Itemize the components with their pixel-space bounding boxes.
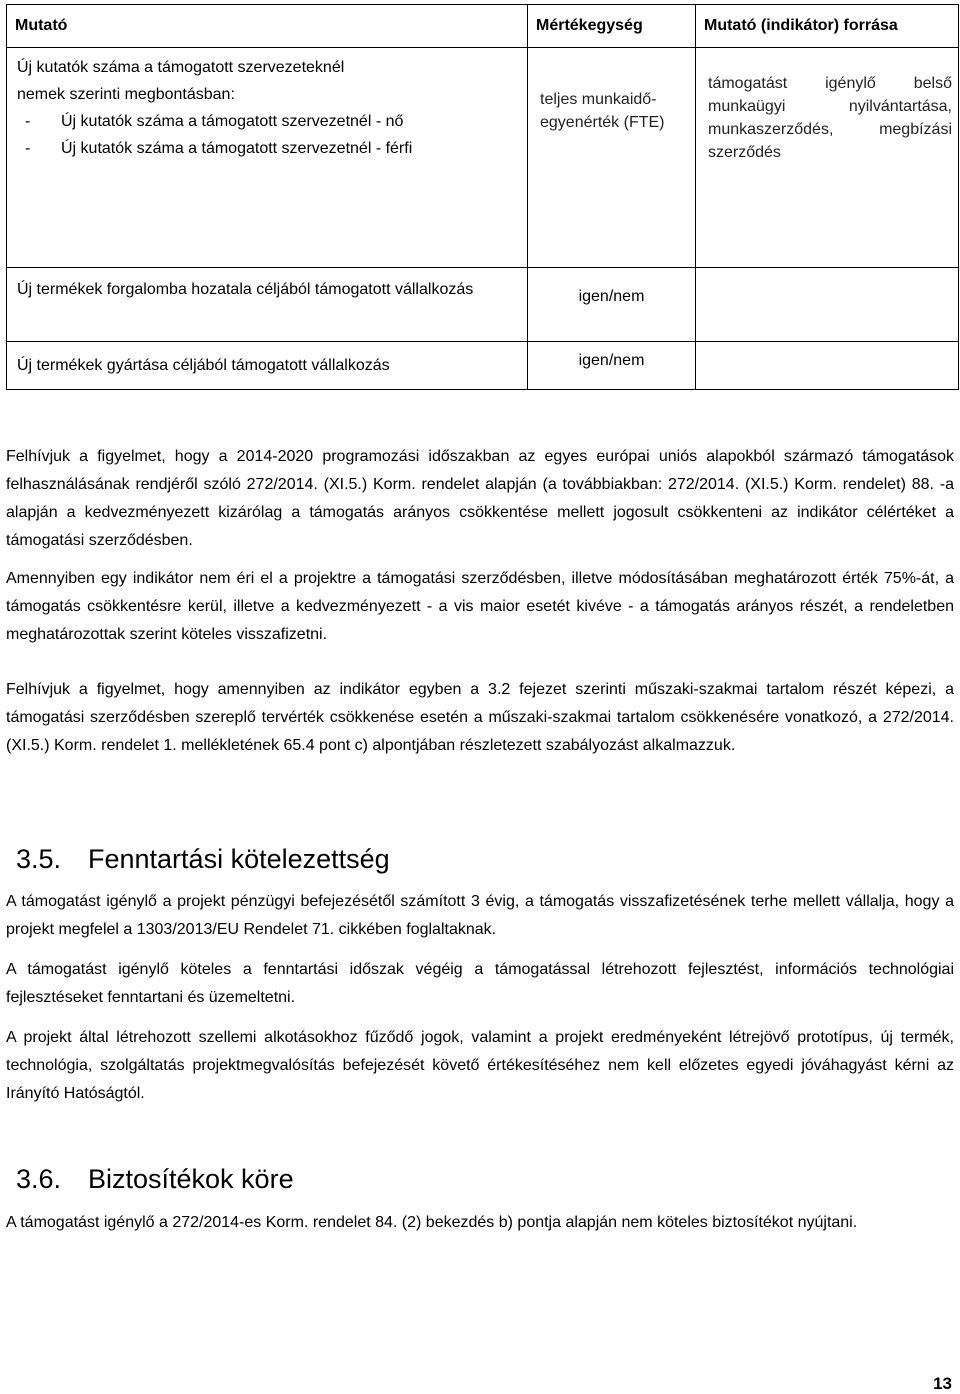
unit-cell: igen/nem — [528, 268, 696, 342]
source-cell — [696, 342, 959, 390]
indicator-line: nemek szerinti megbontásban: — [17, 86, 235, 103]
paragraph: A támogatást igénylő a projekt pénzügyi befejezésétől számított 3 évig, a támogatás visszafizetésének terhe mellett vállalja, hogy a projekt megfelel a 1303/2013/EU Rendelet 71. cikkében foglaltaknak. — [6, 893, 954, 938]
paragraph: A támogatást igénylő köteles a fenntartási időszak végéig a támogatással létrehozott fejlesztést, információs technológiai fejlesztéseket fenntartani és üzemeltetni. — [6, 961, 954, 1006]
table-row — [7, 268, 959, 342]
indicator-line: Új kutatók száma a támogatott szervezeteknél — [17, 59, 345, 76]
indicator-table — [6, 4, 959, 390]
unit-cell: teljes munkaidő-egyenérték (FTE) — [528, 48, 696, 268]
source-cell: támogatást igénylő belső munkaügyi nyilvántartása, munkaszerződés, megbízási szerződés — [696, 48, 959, 268]
paragraph: Amennyiben egy indikátor nem éri el a projektre a támogatási szerződésben, illetve módosításában meghatározott érték 75%-át, a támogatás csökkentésre kerül, illetve a kedvezményezett - a vis maior esetét kivéve - a támogatás arányos részét, a rendeletben meghatározottak szerint köteles visszafizetni. — [6, 570, 954, 643]
section-heading: 3.6. Biztosítékok köre — [16, 1164, 294, 1194]
table-header-row — [7, 5, 959, 48]
table-row — [7, 48, 959, 268]
page-number: 13 — [933, 1374, 952, 1393]
indicator-cell: Új termékek gyártása céljából támogatott vállalkozás — [7, 342, 528, 390]
table-row — [7, 342, 959, 390]
indicator-cell — [7, 48, 528, 268]
header-source: Mutató (indikátor) forrása — [696, 5, 959, 48]
paragraph: Felhívjuk a figyelmet, hogy amennyiben az indikátor egyben a 3.2 fejezet szerinti műszaki-szakmai tartalom részét képezi, a támogatási szerződésben szereplő tervérték csökkenése esetén a műszaki-szakmai tartalom csökkenésére vonatkozó, a 272/2014. (XI.5.) Korm. rendelet 1. mellékletének 65.4 pont c) alpontjában részletezett szabályozást alkalmazzuk. — [6, 681, 954, 754]
source-cell — [696, 268, 959, 342]
paragraph: A projekt által létrehozott szellemi alkotásokhoz fűződő jogok, valamint a projekt eredményeként létrejövő prototípus, új termék, technológia, szolgáltatás projektmegvalósítás befejezését követő értékesítéséhez nem kell előzetes egyedi jóváhagyást kérni az Irányító Hatóságtól. — [6, 1029, 954, 1102]
paragraph: Felhívjuk a figyelmet, hogy a 2014-2020 programozási időszakban az egyes európai uniós alapokból származó támogatások felhasználásának rendjéről szóló 272/2014. (XI.5.) Korm. rendelet alapján (a továbbiakban: 272/2014. (XI.5.) Korm. rendelet) 88. -a alapján a kedvezményezett kizárólag a támogatás arányos csökkentése mellett jogosult csökkenteni az indikátor célértéket a támogatási szerződésben. — [6, 448, 954, 549]
section-heading: 3.5. Fenntartási kötelezettség — [16, 844, 390, 874]
header-unit: Mértékegység — [528, 5, 696, 48]
list-item: - Új kutatók száma a támogatott szervezetnél - nő — [25, 113, 404, 130]
indicator-cell: Új termékek forgalomba hozatala céljából támogatott vállalkozás — [7, 268, 528, 342]
header-indicator: Mutató — [7, 5, 528, 48]
unit-cell: igen/nem — [528, 342, 696, 390]
paragraph: A támogatást igénylő a 272/2014-es Korm. rendelet 84. (2) bekezdés b) pontja alapján nem köteles biztosítékot nyújtani. — [6, 1214, 858, 1231]
list-item: - Új kutatók száma a támogatott szervezetnél - férfi — [25, 140, 413, 157]
